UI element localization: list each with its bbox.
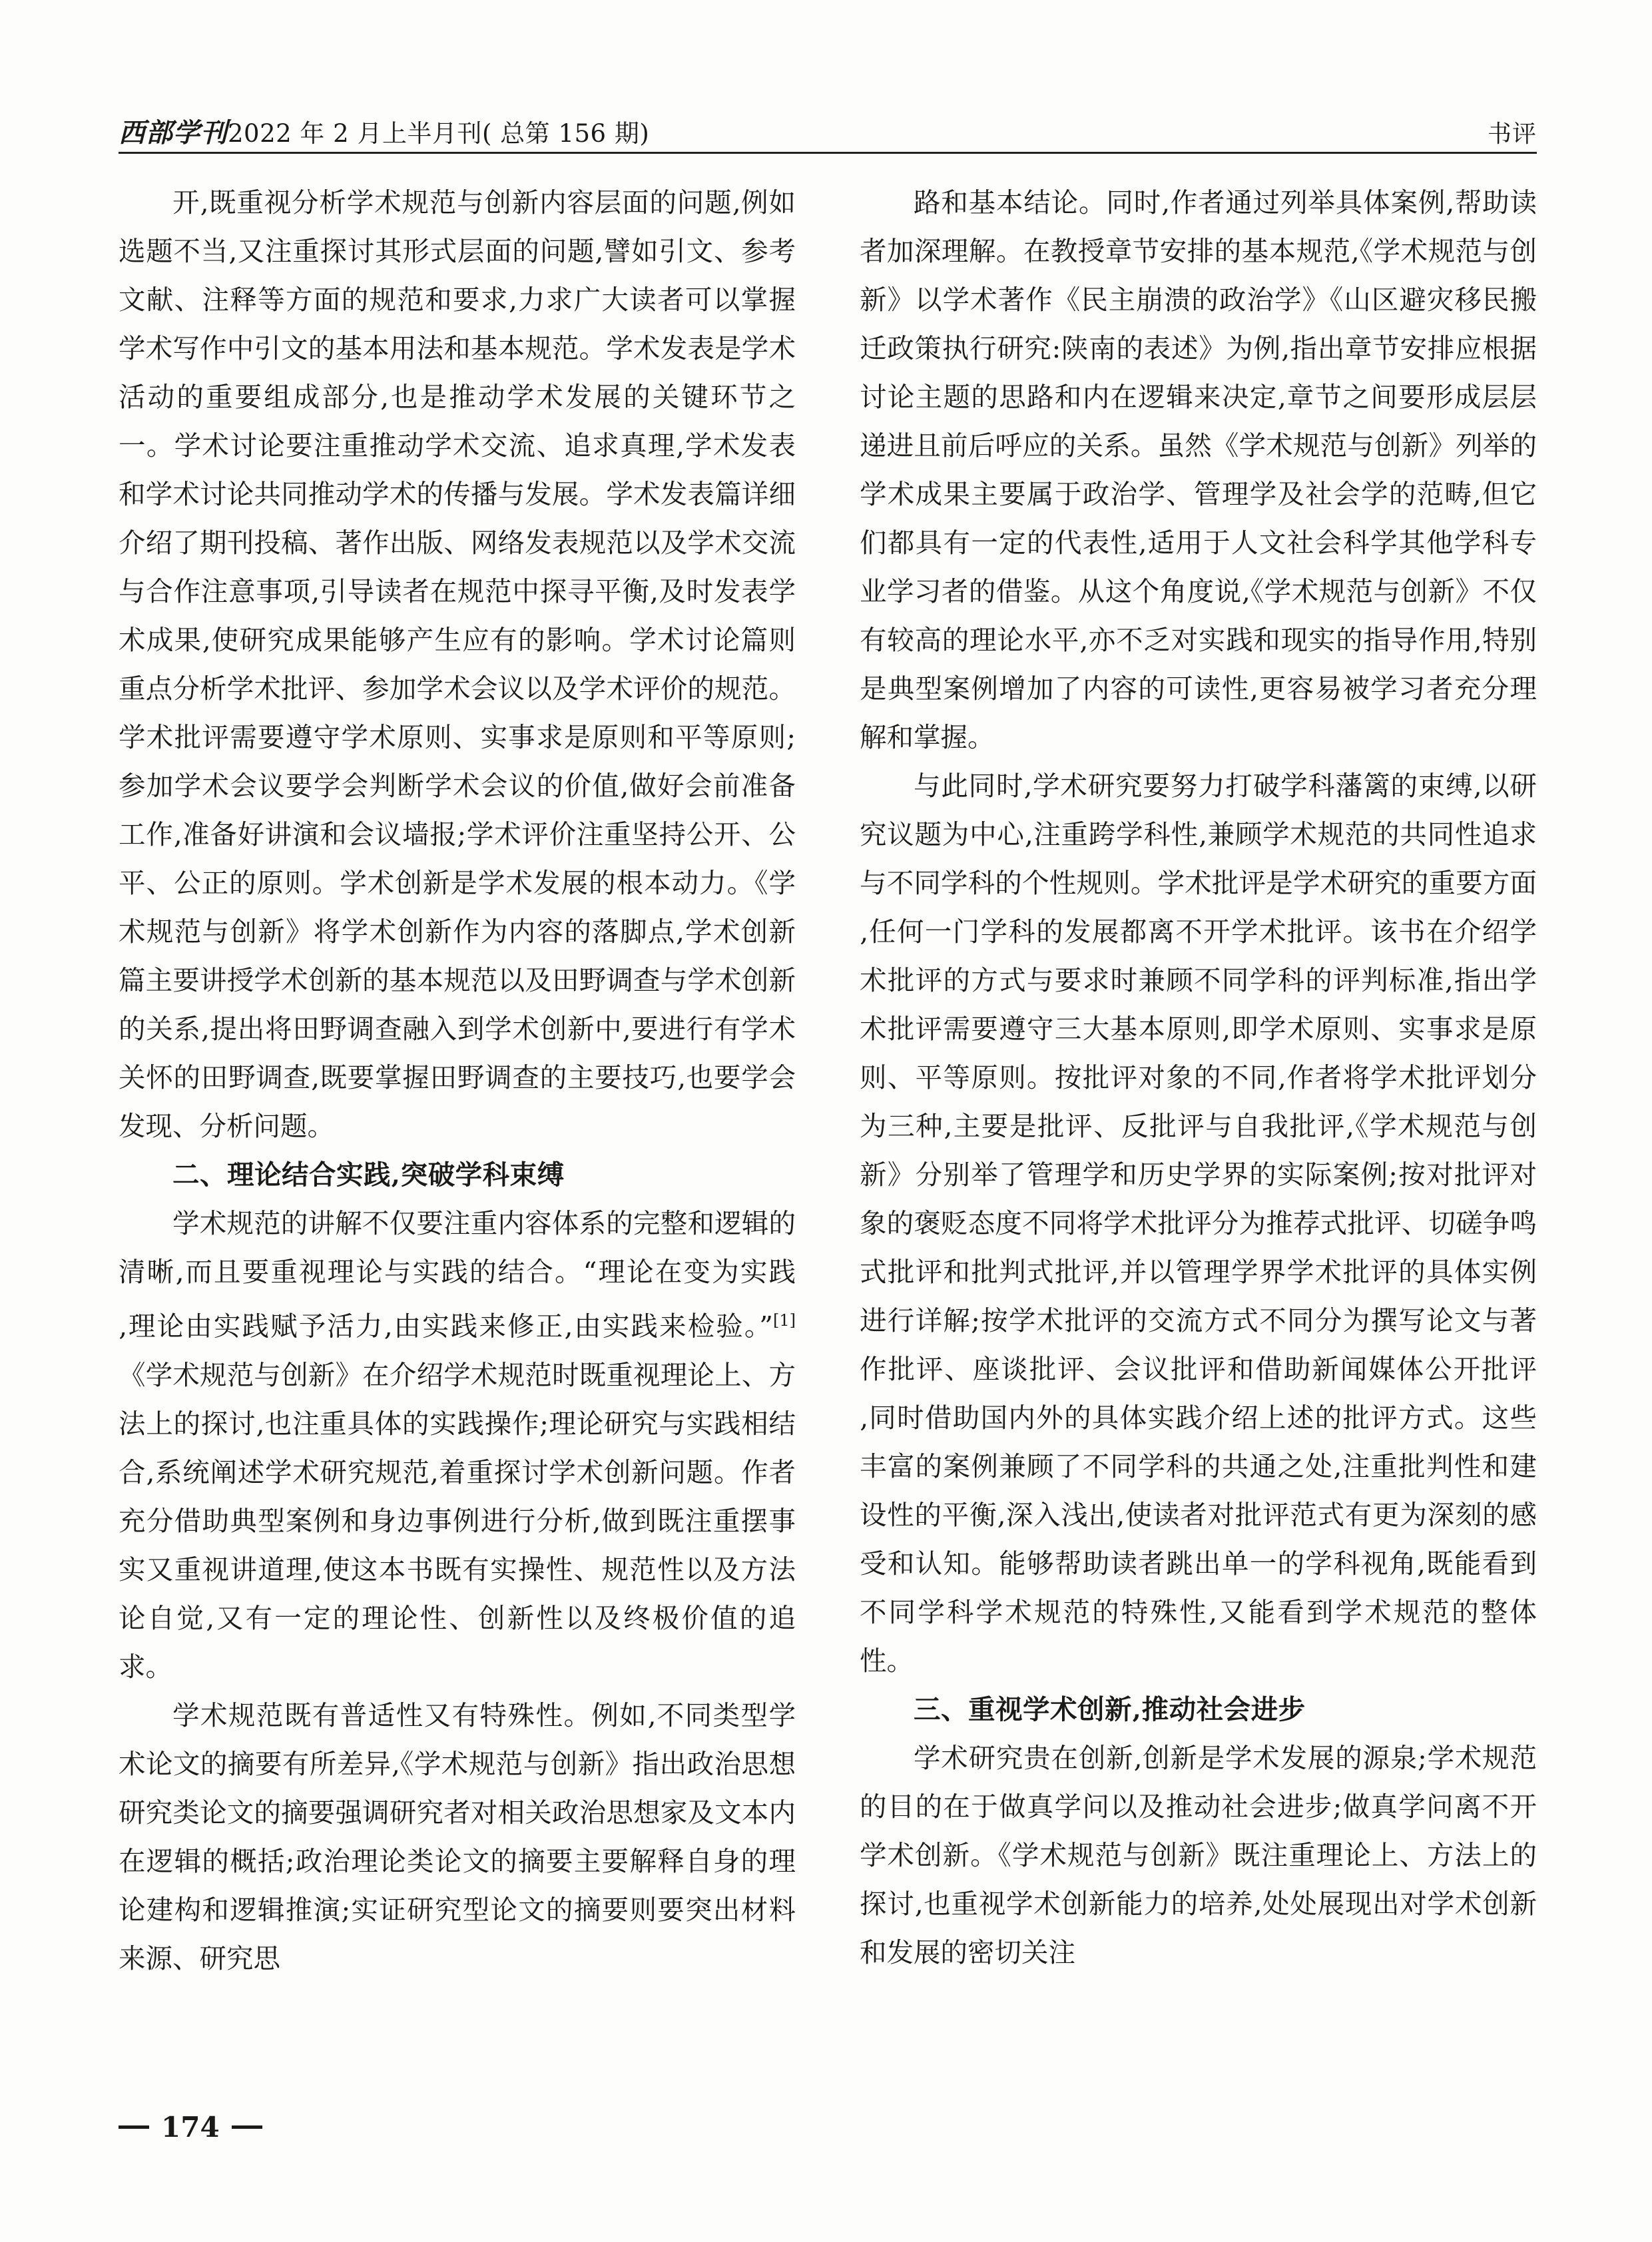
paragraph: 与此同时‚学术研究要努力打破学科藩篱的束缚‚以研究议题为中心‚注重跨学科性‚兼顾学术规范的共同性追求与不同学科的个性规则。学术批评是学术研究的重要方面‚任何一门学科的发展都离不开学术批评。该书在介绍学术批评的方式与要求时兼顾不同学科的评判标准‚指出学术批评需要遵守三大基本原则‚即学术原则、实事求是原则、平等原则。按批评对象的不同‚作者将学术批评划分为三种‚主要是批评、反批评与自我批评‚《学术规范与创新》分别举了管理学和历史学界的实际案例;按对批评对象的褒贬态度不同将学术批评分为推荐式批评、切磋争鸣式批评和批判式批评‚并以管理学界学术批评的具体实例进行详解;按学术批评的交流方式不同分为撰写论文与著作批评、座谈批评、会议批评和借助新闻媒体公开批评‚同时借助国内外的具体实践介绍上述的批评方式。这些丰富的案例兼顾了不同学科的共通之处‚注重批判性和建设性的平衡‚深入浅出‚使读者对批评范式有更为深刻的感受和认知。能够帮助读者跳出单一的学科视角‚既能看到不同学科学术规范的特殊性‚又能看到学术规范的整体性。: [860, 770, 1537, 1677]
issue-info: 2022 年 2 月上半月刊( 总第 156 期): [228, 119, 650, 148]
paragraph: 学术研究贵在创新‚创新是学术发展的源泉;学术规范的目的在于做真学问以及推动社会进步;做真学问离不开学术创新。《学术规范与创新》既注重理论上、方法上的探讨‚也重视学术创新能力的培养‚处处展现出对学术创新和发展的密切关注: [860, 1742, 1537, 1968]
paragraph: 开‚既重视分析学术规范与创新内容层面的问题‚例如选题不当‚又注重探讨其形式层面的问题‚譬如引文、参考文献、注释等方面的规范和要求‚力求广大读者可以掌握学术写作中引文的基本用法和基本规范。学术发表是学术活动的重要组成部分‚也是推动学术发展的关键环节之一。学术讨论要注重推动学术交流、追求真理‚学术发表和学术讨论共同推动学术的传播与发展。学术发表篇详细介绍了期刊投稿、著作出版、网络发表规范以及学术交流与合作注意事项‚引导读者在规范中探寻平衡‚及时发表学术成果‚使研究成果能够产生应有的影响。学术讨论篇则重点分析学术批评、参加学术会议以及学术评价的规范。学术批评需要遵守学术原则、实事求是原则和平等原则;参加学术会议要学会判断学术会议的价值‚做好会前准备工作‚准备好讲演和会议墙报;学术评价注重坚持公开、公平、公正的原则。学术创新是学术发展的根本动力。《学术规范与创新》将学术创新作为内容的落脚点‚学术创新篇主要讲授学术创新的基本规范以及田野调查与学术创新的关系‚提出将田野调查融入到学术创新中‚要进行有学术关怀的田野调查‚既要掌握田野调查的主要技巧‚也要学会发现、分析问题。: [119, 186, 796, 1142]
paragraph: 学术规范既有普适性又有特殊性。例如‚不同类型学术论文的摘要有所差异‚《学术规范与创新》指出政治思想研究类论文的摘要强调研究者对相关政治思想家及文本内在逻辑的概括;政治理论类论文的摘要主要解释自身的理论建构和逻辑推演;实证研究型论文的摘要则要突出材料来源、研究思: [119, 1699, 796, 1974]
footnote-marker: [1]: [773, 1311, 796, 1330]
paragraph-text-b: 《学术规范与创新》在介绍学术规范时既重视理论上、方法上的探讨‚也注重具体的实践操作;理论研究与实践相结合‚系统阐述学术研究规范‚着重探讨学术创新问题。作者充分借助典型案例和身边事例进行分析‚做到既注重摆事实又重视讲道理‚使这本书既有实操性、规范性以及方法论自觉‚又有一定的理论性、创新性以及终极价值的追求。: [119, 1358, 796, 1683]
body-columns: [119, 178, 1537, 2096]
journal-title: 西部学刊: [119, 117, 228, 148]
right-column: [860, 178, 1537, 2096]
section-heading-2: 二、理论结合实践‚突破学科束缚: [172, 1159, 565, 1191]
paragraph: 路和基本结论。同时‚作者通过列举具体案例‚帮助读者加深理解。在教授章节安排的基本规范‚《学术规范与创新》以学术著作《民主崩溃的政治学》《山区避灾移民搬迁政策执行研究:陕南的表述》为例‚指出章节安排应根据讨论主题的思路和内在逻辑来决定‚章节之间要形成层层递进且前后呼应的关系。虽然《学术规范与创新》列举的学术成果主要属于政治学、管理学及社会学的范畴‚但它们都具有一定的代表性‚适用于人文社会科学其他学科专业学习者的借鉴。从这个角度说‚《学术规范与创新》不仅有较高的理论水平‚亦不乏对实践和现实的指导作用‚特别是典型案例增加了内容的可读性‚更容易被学习者充分理解和掌握。: [860, 186, 1537, 753]
section-label: 书评: [1487, 121, 1537, 148]
page-header: [119, 112, 1537, 150]
section-heading-3: 三、重视学术创新‚推动社会进步: [914, 1693, 1306, 1725]
paragraph-text-a: 学术规范的讲解不仅要注重内容体系的完整和逻辑的清晰‚而且要重视理论与实践的结合。“理论在变为实践‚理论由实践赋予活力‚由实践来修正‚由实践来检验。”: [119, 1207, 796, 1342]
header-left: [119, 112, 649, 150]
header-divider: [119, 152, 1537, 154]
page-footer: [119, 2111, 1537, 2143]
paragraph: [119, 1199, 796, 1691]
footer-dash-right: [232, 2125, 262, 2129]
page-number: 174: [161, 2111, 220, 2143]
footer-dash-left: [119, 2125, 149, 2129]
left-column: [119, 178, 796, 2096]
